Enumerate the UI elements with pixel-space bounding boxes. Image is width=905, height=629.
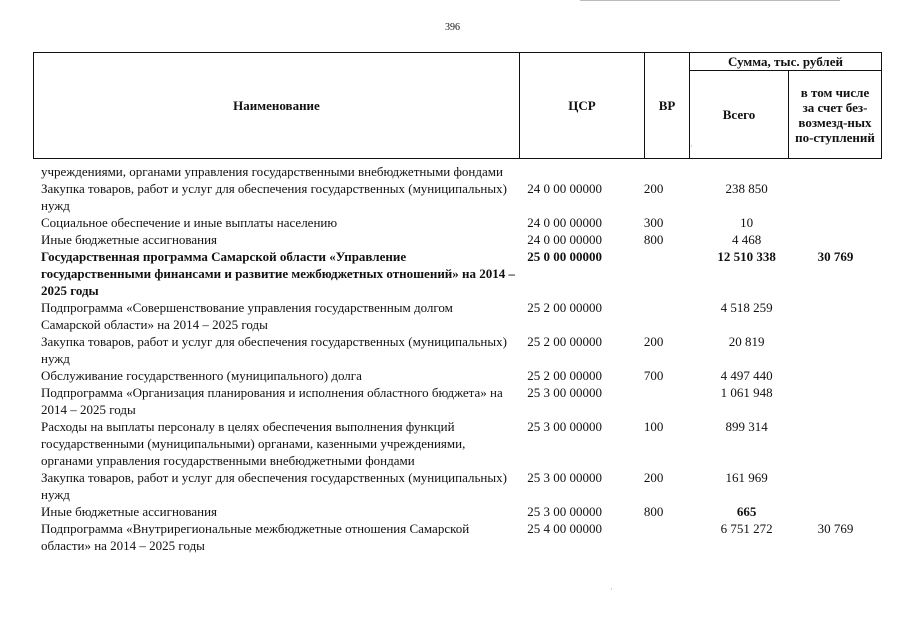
row-total: 6 751 272 [720, 521, 773, 536]
row-total: 20 819 [728, 334, 765, 349]
header-free: в том числе за счет без-возмезд-ных по-ступлений [789, 71, 882, 159]
row-vr [636, 248, 703, 299]
row-vr: 200 [643, 470, 664, 485]
row-csr: 25 0 00 00000 [527, 249, 602, 264]
header-csr: ЦСР [520, 53, 645, 159]
row-free [790, 418, 881, 469]
row-csr: 25 4 00 00000 [527, 521, 602, 536]
table-row [41, 384, 881, 418]
row-total: 665 [736, 504, 757, 519]
row-csr: 25 3 00 00000 [527, 385, 602, 400]
table-row [41, 418, 881, 469]
header-total: Всего [690, 71, 789, 159]
row-name: Закупка товаров, работ и услуг для обеспечения государственных (муниципальных) нужд [41, 334, 507, 366]
row-name: Закупка товаров, работ и услуг для обеспечения государственных (муниципальных) нужд [41, 181, 507, 213]
row-name: Подпрограмма «Организация планирования и исполнения областного бюджета» на 2014 – 2025 годы [41, 385, 503, 417]
row-free [790, 384, 881, 418]
row-name: учреждениями, органами управления государственными внебюджетными фондами [41, 164, 503, 179]
table-row [41, 180, 881, 214]
table-body [41, 163, 881, 554]
table-row [41, 469, 881, 503]
header-name: Наименование [34, 53, 520, 159]
row-free [790, 231, 881, 248]
row-name: Иные бюджетные ассигнования [41, 232, 218, 247]
row-vr: 300 [643, 215, 664, 230]
row-name: Закупка товаров, работ и услуг для обеспечения государственных (муниципальных) нужд [41, 470, 507, 502]
row-vr: 700 [643, 368, 664, 383]
row-csr: 25 3 00 00000 [527, 470, 602, 485]
scan-speck: · [690, 142, 693, 151]
table-row [41, 503, 881, 520]
row-csr [521, 163, 636, 180]
table-row [41, 163, 881, 180]
row-vr [636, 163, 703, 180]
row-name: Расходы на выплаты персоналу в целях обеспечения выполнения функций государственными (муниципальными) органами, казенными учреждениями, органами управления государственными внебюджетными фондами [41, 419, 466, 468]
row-name: Социальное обеспечение и иные выплаты населению [41, 215, 338, 230]
row-name: Иные бюджетные ассигнования [41, 504, 218, 519]
row-vr: 200 [643, 334, 664, 349]
row-total: 10 [740, 215, 754, 230]
row-free: 30 769 [817, 249, 854, 264]
row-vr: 800 [643, 504, 664, 519]
row-total: 4 518 259 [720, 300, 773, 315]
row-vr: 800 [643, 232, 664, 247]
row-csr: 24 0 00 00000 [527, 181, 602, 196]
table-header [33, 52, 882, 159]
row-total: 4 468 [732, 232, 762, 247]
table-row [41, 299, 881, 333]
row-csr: 25 3 00 00000 [527, 419, 602, 434]
row-total: 4 497 440 [720, 368, 773, 383]
top-edge-line [580, 0, 840, 2]
row-total: 238 850 [725, 181, 768, 196]
row-total: 1 061 948 [720, 385, 773, 400]
row-free [790, 299, 881, 333]
row-total: 12 510 338 [717, 249, 776, 264]
row-vr: 200 [643, 181, 664, 196]
row-free [790, 333, 881, 367]
table-row [41, 367, 881, 384]
row-csr: 24 0 00 00000 [527, 232, 602, 247]
row-name: Подпрограмма «Внутрирегиональные межбюджетные отношения Самарской области» на 2014 – 2025 годы [41, 521, 470, 553]
header-sum: Сумма, тыс. рублей [690, 53, 882, 71]
row-vr [636, 520, 703, 554]
row-free [790, 367, 881, 384]
row-total: 161 969 [725, 470, 768, 485]
row-name: Государственная программа Самарской области «Управление государственными финансами и развитие межбюджетных отношений» на 2014 – 2025 годы [41, 249, 516, 298]
row-free: 30 769 [817, 521, 854, 536]
row-csr: 24 0 00 00000 [527, 215, 602, 230]
row-free [790, 214, 881, 231]
row-csr: 25 2 00 00000 [527, 300, 602, 315]
row-total: 899 314 [725, 419, 768, 434]
row-vr [636, 299, 703, 333]
row-free [790, 503, 881, 520]
row-free [790, 469, 881, 503]
table-row [41, 214, 881, 231]
table-row [41, 520, 881, 554]
row-name: Обслуживание государственного (муниципального) долга [41, 368, 362, 383]
row-csr: 25 2 00 00000 [527, 334, 602, 349]
row-free [790, 180, 881, 214]
row-free [790, 163, 881, 180]
row-name: Подпрограмма «Совершенствование управления государственным долгом Самарской области» на 2014 – 2025 годы [41, 300, 453, 332]
header-vr: ВР [645, 53, 690, 159]
row-csr: 25 3 00 00000 [527, 504, 602, 519]
row-total [703, 163, 790, 180]
page-number: 396 [445, 22, 460, 33]
table-row [41, 248, 881, 299]
table-row [41, 333, 881, 367]
scan-speck: · [610, 585, 613, 594]
table-row [41, 231, 881, 248]
row-csr: 25 2 00 00000 [527, 368, 602, 383]
row-vr [636, 384, 703, 418]
row-vr: 100 [643, 419, 664, 434]
